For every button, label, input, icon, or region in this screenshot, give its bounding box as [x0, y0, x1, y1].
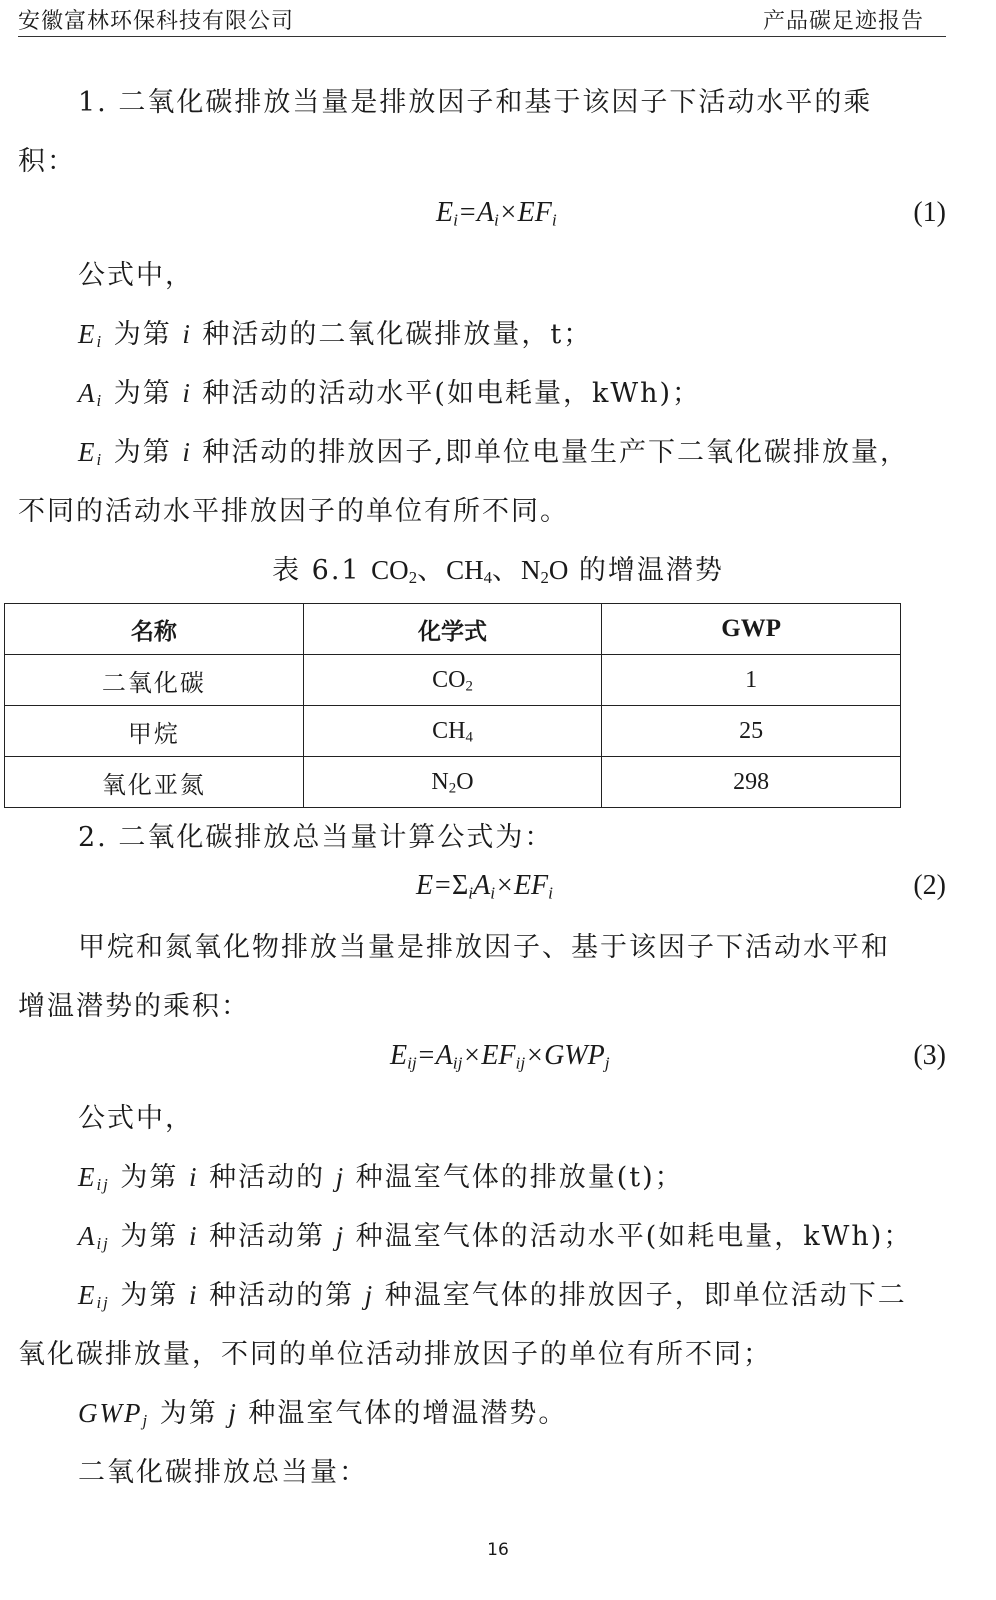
- formula-3-expression: $E_{ij}=A_{ij}\times EF_{ij}\times GWP_j$: [390, 1040, 610, 1073]
- definition-eij: $E_{ij}$ 为第 i 种活动的 j 种温室气体的排放量(t)；: [78, 1162, 684, 1195]
- cell-name: 二氧化碳: [5, 655, 304, 706]
- report-title: 产品碳足迹报告: [762, 9, 924, 34]
- paragraph-3-line-1: 甲烷和氮氧化物排放当量是排放因子、基于该因子下活动水平和: [78, 932, 890, 963]
- header-gwp: GWP: [602, 604, 901, 655]
- paragraph-3-line-2: 增温潜势的乘积：: [18, 991, 250, 1022]
- table-caption: 表 6.1 $CO_2$、$CH_4$、$N_2O$ 的增温潜势: [272, 555, 724, 588]
- table-header-row: [5, 604, 901, 655]
- cell-gwp: 298: [602, 757, 901, 808]
- paragraph-4-line-1: 二氧化碳排放总当量：: [78, 1457, 368, 1488]
- where-label-1: 公式中，: [78, 260, 194, 291]
- definition-aij: $A_{ij}$ 为第 i 种活动第 j 种温室气体的活动水平(如耗电量，kWh)；: [78, 1221, 913, 1254]
- formula-1-number: (1): [913, 197, 946, 228]
- gwp-table: [4, 603, 901, 808]
- cell-formula: $CO_2$: [303, 655, 602, 706]
- definition-ei: $E_i$ 为第 i 种活动的二氧化碳排放量，t；: [78, 319, 593, 352]
- page-header: [18, 0, 946, 37]
- formula-2-number: (2): [913, 870, 946, 901]
- paragraph-1-line-1: 1. 二氧化碳排放当量是排放因子和基于该因子下活动水平的乘: [78, 87, 873, 118]
- header-formula: 化学式: [303, 604, 602, 655]
- definition-efi-line-2: 不同的活动水平排放因子的单位有所不同。: [18, 496, 569, 527]
- definition-efij: $E_{ij}$ 为第 i 种活动的第 j 种温室气体的排放因子，即单位活动下二: [78, 1280, 907, 1313]
- definition-efi: $E_i$ 为第 i 种活动的排放因子,即单位电量生产下二氧化碳排放量，: [78, 437, 910, 470]
- formula-3: [18, 1040, 946, 1080]
- formula-1-expression: $E_i=A_i\times EF_i$: [436, 197, 557, 230]
- cell-formula: $N_2O$: [303, 757, 602, 808]
- formula-3-number: (3): [913, 1040, 946, 1071]
- table-row: [5, 757, 901, 808]
- formula-1: [18, 197, 946, 237]
- table-row: [5, 706, 901, 757]
- definition-gwpj: $GWP_j$ 为第 j 种温室气体的增温潜势。: [78, 1398, 568, 1431]
- cell-name: 甲烷: [5, 706, 304, 757]
- formula-2-expression: $E=\Sigma_iA_i\times EF_i$: [416, 870, 553, 903]
- definition-efij-line-2: 氧化碳排放量，不同的单位活动排放因子的单位有所不同；: [18, 1339, 772, 1370]
- paragraph-2-line-1: 2. 二氧化碳排放总当量计算公式为：: [78, 822, 554, 853]
- where-label-3: 公式中，: [78, 1103, 194, 1134]
- formula-2: [18, 870, 946, 910]
- definition-ai: $A_i$ 为第 i 种活动的活动水平(如电耗量，kWh)；: [78, 378, 701, 411]
- paragraph-1-line-2: 积：: [18, 146, 76, 177]
- company-name: 安徽富林环保科技有限公司: [18, 9, 295, 34]
- cell-formula: $CH_4$: [303, 706, 602, 757]
- cell-gwp: 25: [602, 706, 901, 757]
- cell-gwp: 1: [602, 655, 901, 706]
- cell-name: 氧化亚氮: [5, 757, 304, 808]
- header-name: 名称: [5, 604, 304, 655]
- table-row: [5, 655, 901, 706]
- page-number: 16: [487, 1540, 509, 1560]
